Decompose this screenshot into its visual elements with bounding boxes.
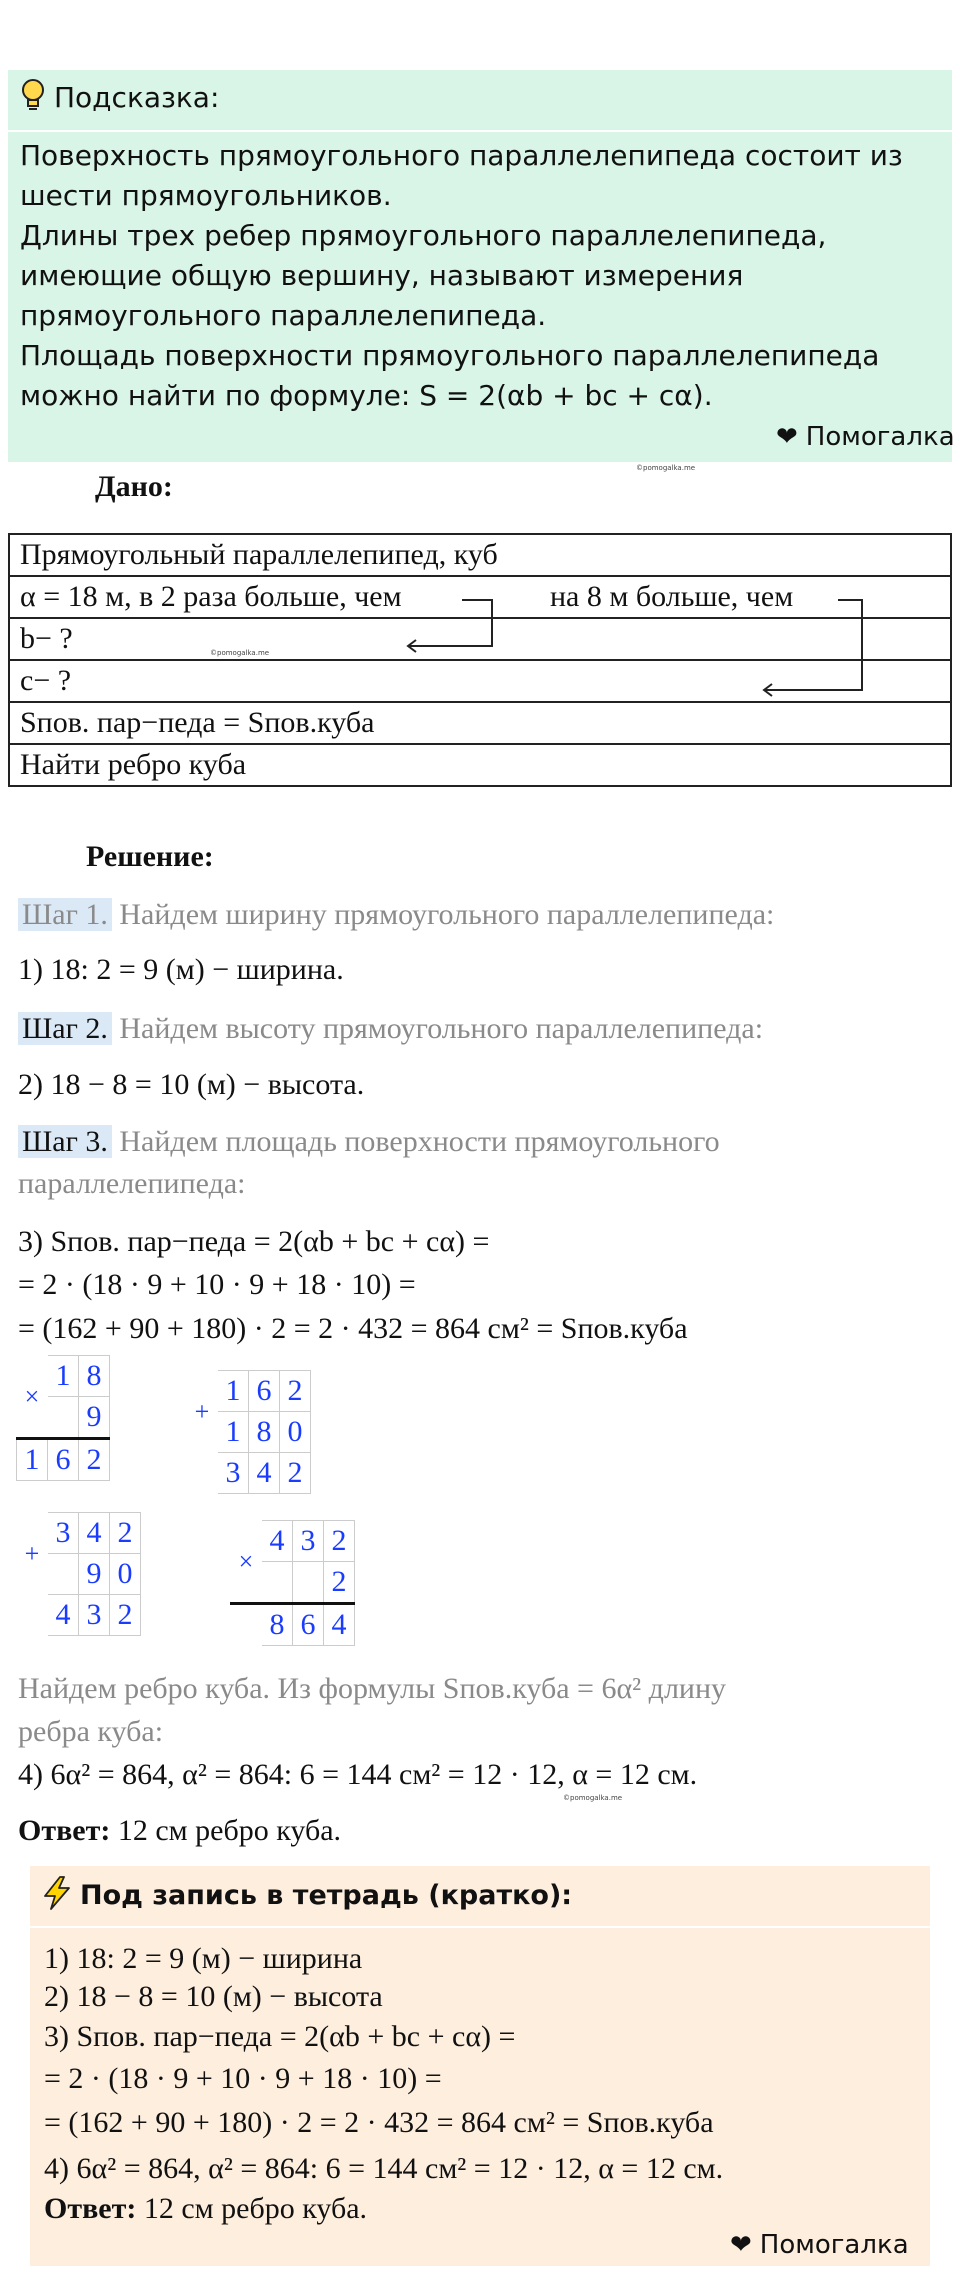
step-2: [18, 1012, 763, 1046]
notes-divider: [30, 1926, 930, 1928]
digit: [48, 1554, 79, 1595]
step-1-tag: Шаг 1.: [18, 898, 112, 931]
answer-label: Ответ:: [18, 1814, 111, 1847]
given-row-2-right: на 8 м больше, чем: [550, 580, 794, 613]
hint-title: Подсказка:: [54, 81, 220, 114]
result-digit: 3: [218, 1453, 249, 1494]
hint-paragraph-1: Поверхность прямоугольного параллелепипеда состоит из шести прямоугольников.: [20, 139, 903, 212]
step-2-text: Найдем высоту прямоугольного параллелепипеда:: [119, 1012, 764, 1045]
step-3-text-cont: параллелепипеда:: [18, 1167, 246, 1200]
watermark-2: ©pomogalka.me: [210, 649, 270, 657]
watermark-3: ©pomogalka.me: [563, 1794, 623, 1802]
digit: 9: [79, 1397, 110, 1439]
result-digit: 2: [280, 1453, 311, 1494]
calc-line-4: 4) 6α² = 864, α² = 864: 6 = 144 см² = 12 · 12, α = 12 см.: [18, 1758, 698, 1791]
answer: [18, 1814, 341, 1848]
step-1-text: Найдем ширину прямоугольного параллелепипеда:: [119, 898, 775, 931]
spacer: [187, 1453, 218, 1494]
result-digit: 6: [48, 1439, 79, 1481]
step-1: [18, 898, 774, 932]
notes-line-3b: = 2 · (18 · 9 + 10 · 9 + 18 · 10) =: [44, 2062, 442, 2095]
given-arrows: [0, 0, 960, 720]
result-digit: 2: [110, 1595, 141, 1636]
digit: 2: [110, 1513, 141, 1554]
spacer: [17, 1595, 48, 1636]
notes-line-3a: 3) Sпов. пар−педа = 2(αb + bc + cα) =: [44, 2020, 516, 2053]
plus-sign: +: [194, 1396, 210, 1426]
given-heading: Дано:: [95, 470, 173, 503]
notes-answer-label: Ответ:: [44, 2192, 137, 2225]
given-row-5: Sпов. пар−педа = Sпов.куба: [9, 702, 951, 744]
multiply-sign: ×: [238, 1546, 254, 1576]
notes-brand-label: [730, 2230, 909, 2260]
digit: 6: [249, 1371, 280, 1412]
calc-line-1: 1) 18: 2 = 9 (м) − ширина.: [18, 953, 344, 986]
step-3: [18, 1125, 720, 1159]
given-row-2-left: α = 18 м, в 2 раза больше, чем: [20, 580, 402, 613]
result-digit: 4: [324, 1604, 355, 1646]
digit: 4: [79, 1513, 110, 1554]
notes-brand-name: Помогалка: [759, 2230, 909, 2260]
notes-answer-text: 12 см ребро куба.: [143, 2192, 368, 2225]
step-2-tag: Шаг 2.: [18, 1012, 112, 1045]
brand-name: Помогалка: [805, 422, 955, 452]
given-row-4: c− ?: [9, 660, 951, 702]
digit: 2: [324, 1562, 355, 1604]
digit: 8: [249, 1412, 280, 1453]
column-add-162-180: [186, 1370, 311, 1494]
digit: 4: [262, 1521, 293, 1562]
column-add-342-90: [16, 1512, 141, 1636]
result-digit: 3: [79, 1595, 110, 1636]
digit: [262, 1562, 293, 1604]
digit: 9: [79, 1554, 110, 1595]
plus-sign: +: [24, 1538, 40, 1568]
notes-line-3c: = (162 + 90 + 180) · 2 = 2 · 432 = 864 см² = Sпов.куба: [44, 2106, 714, 2139]
lightning-icon: [42, 1876, 72, 1915]
calc-line-3b: = 2 · (18 · 9 + 10 · 9 + 18 · 10) =: [18, 1268, 416, 1301]
heart-icon: ❤: [730, 2230, 752, 2260]
digit: 1: [48, 1356, 79, 1397]
answer-text: 12 см ребро куба.: [117, 1814, 342, 1847]
given-row-6: Найти ребро куба: [9, 744, 951, 786]
column-multiply-18x9: [16, 1355, 110, 1481]
step-3-text: Найдем площадь поверхности прямоугольного: [119, 1125, 720, 1158]
notes-answer: [44, 2192, 367, 2226]
digit: [293, 1562, 324, 1604]
digit: 8: [79, 1356, 110, 1397]
result-digit: 6: [293, 1604, 324, 1646]
result-digit: 8: [262, 1604, 293, 1646]
digit: 2: [324, 1521, 355, 1562]
digit: 1: [218, 1412, 249, 1453]
column-multiply-432x2: [230, 1520, 355, 1646]
result-digit: 1: [17, 1439, 48, 1481]
hint-paragraph-3: Площадь поверхности прямоугольного параллелепипеда можно найти по формуле: S = 2(αb + bc + cα).: [20, 339, 880, 412]
step-3-tag: Шаг 3.: [18, 1125, 112, 1158]
multiply-sign: ×: [24, 1381, 40, 1411]
digit: 0: [110, 1554, 141, 1595]
notes-header: [42, 1876, 572, 1915]
hint-paragraph-2: Длины трех ребер прямоугольного параллелепипеда, имеющие общую вершину, называют измерения прямоугольного параллелепипеда.: [20, 219, 827, 332]
digit: 2: [280, 1371, 311, 1412]
notes-line-1: 1) 18: 2 = 9 (м) − ширина: [44, 1942, 363, 1975]
watermark: ©pomogalka.me: [636, 464, 696, 472]
notes-line-4: 4) 6α² = 864, α² = 864: 6 = 144 см² = 12 · 12, α = 12 см.: [44, 2152, 724, 2185]
notes-title: Под запись в тетрадь (кратко):: [80, 1880, 573, 1911]
digit: 0: [280, 1412, 311, 1453]
calc-line-3c: = (162 + 90 + 180) · 2 = 2 · 432 = 864 см² = Sпов.куба: [18, 1312, 688, 1345]
result-digit: 4: [48, 1595, 79, 1636]
calc-line-2: 2) 18 − 8 = 10 (м) − высота.: [18, 1068, 365, 1101]
solution-heading: Решение:: [86, 840, 214, 873]
digit: 3: [48, 1513, 79, 1554]
spacer: [231, 1604, 262, 1646]
calc-line-3a: 3) Sпов. пар−педа = 2(αb + bc + cα) =: [18, 1225, 490, 1258]
given-row-3-text: b− ?: [20, 622, 73, 655]
heart-icon: ❤: [776, 422, 798, 452]
digit: 3: [293, 1521, 324, 1562]
digit: 1: [218, 1371, 249, 1412]
edge-text-1: Найдем ребро куба. Из формулы Sпов.куба = 6α² длину: [18, 1672, 727, 1705]
edge-text-2: ребра куба:: [18, 1715, 164, 1748]
result-digit: 2: [79, 1439, 110, 1481]
result-digit: 4: [249, 1453, 280, 1494]
notes-box: [30, 1866, 930, 2266]
notes-line-2: 2) 18 − 8 = 10 (м) − высота: [44, 1980, 383, 2013]
digit: [48, 1397, 79, 1439]
given-row-1: Прямоугольный параллелепипед, куб: [9, 534, 951, 576]
